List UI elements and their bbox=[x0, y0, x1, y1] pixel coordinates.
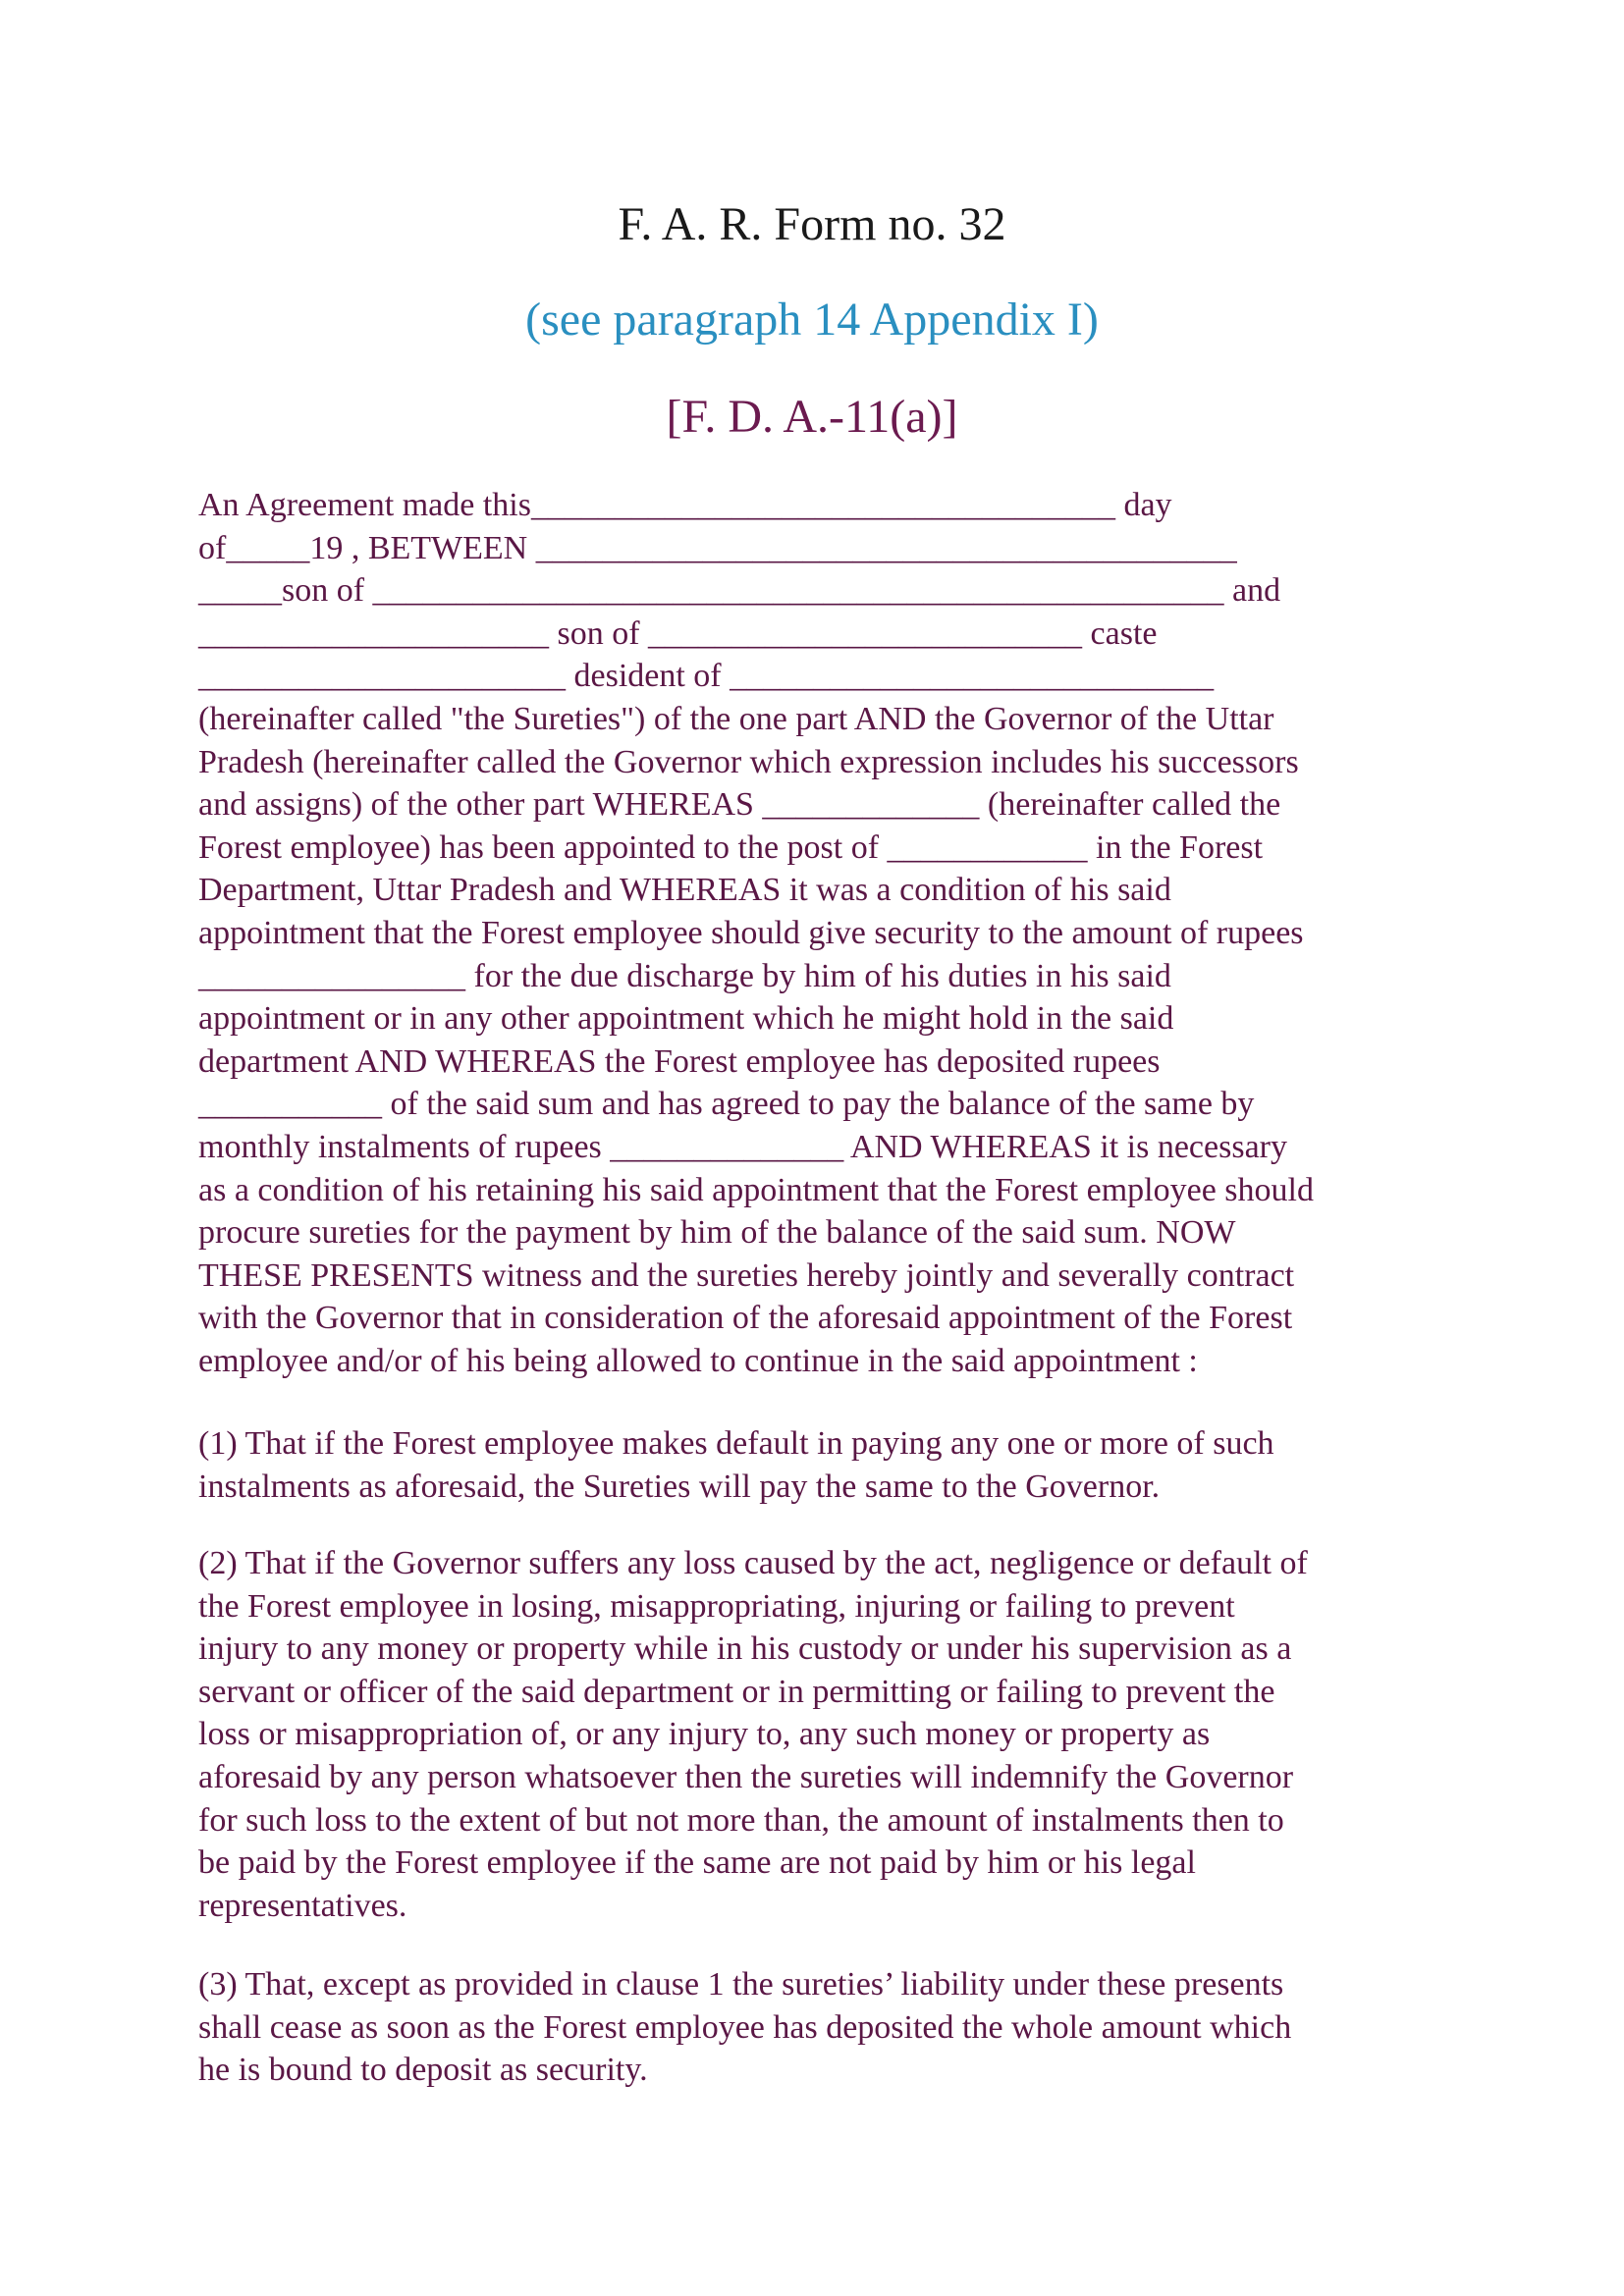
preamble-line: THESE PRESENTS witness and the sureties hereby jointly and severally contract bbox=[198, 1256, 1295, 1294]
preamble-line: ________________ for the due discharge by him of his duties in his said bbox=[198, 957, 1171, 994]
preamble-line: Forest employee) has been appointed to the post of ____________ in the Forest bbox=[198, 828, 1264, 866]
preamble-line: Department, Uttar Pradesh and WHEREAS it was a condition of his said bbox=[198, 872, 1171, 909]
agreement-preamble bbox=[198, 484, 1455, 1382]
clause-line: he is bound to deposit as security. bbox=[198, 2052, 648, 2089]
preamble-line: Pradesh (hereinafter called the Governor which expression includes his successors bbox=[198, 743, 1299, 780]
preamble-line: ______________________ desident of _____________________________ bbox=[198, 658, 1215, 695]
form-reference: (see paragraph 14 Appendix I) bbox=[525, 294, 1099, 346]
preamble-line: ___________ of the said sum and has agreed to pay the balance of the same by bbox=[198, 1086, 1255, 1123]
clause-line: for such loss to the extent of but not more than, the amount of instalments then to bbox=[198, 1801, 1284, 1839]
preamble-line: (hereinafter called "the Sureties") of the one part AND the Governor of the Uttar bbox=[198, 700, 1274, 737]
preamble-line: procure sureties for the payment by him of the balance of the said sum. NOW bbox=[198, 1214, 1236, 1252]
clause-2 bbox=[198, 1542, 1455, 1927]
clause-line: (2) That if the Governor suffers any loss caused by the act, negligence or default of bbox=[198, 1545, 1308, 1581]
clause-line: loss or misappropriation of, or any injury to, any such money or property as bbox=[198, 1716, 1211, 1753]
preamble-line: employee and/or of his being allowed to continue in the said appointment : bbox=[198, 1342, 1198, 1379]
preamble-line: of_____19 , BETWEEN __________________________________________ bbox=[198, 529, 1237, 566]
preamble-line: and assigns) of the other part WHEREAS _____________ (hereinafter called the bbox=[198, 786, 1281, 824]
clause-3 bbox=[198, 1963, 1455, 2092]
preamble-line: _____________________ son of __________________________ caste bbox=[198, 614, 1158, 652]
clause-line: the Forest employee in losing, misappropriating, injuring or failing to prevent bbox=[198, 1587, 1235, 1625]
preamble-line: appointment that the Forest employee should give security to the amount of rupees bbox=[198, 914, 1304, 951]
preamble-line: as a condition of his retaining his said appointment that the Forest employee should bbox=[198, 1171, 1314, 1208]
clause-line: injury to any money or property while in his custody or under his supervision as a bbox=[198, 1630, 1292, 1668]
preamble-line: with the Governor that in consideration of the aforesaid appointment of the Forest bbox=[198, 1300, 1293, 1337]
clause-line: representatives. bbox=[198, 1887, 407, 1924]
form-code: [F. D. A.-11(a)] bbox=[666, 391, 958, 443]
preamble-line: An Agreement made this___________________________________ day bbox=[198, 487, 1172, 523]
clause-line: be paid by the Forest employee if the same are not paid by him or his legal bbox=[198, 1844, 1196, 1882]
preamble-line: monthly instalments of rupees ______________ AND WHEREAS it is necessary bbox=[198, 1128, 1287, 1165]
preamble-line: department AND WHEREAS the Forest employee has deposited rupees bbox=[198, 1042, 1161, 1080]
clause-1 bbox=[198, 1422, 1455, 1508]
clause-line: servant or officer of the said department or in permitting or failing to prevent the bbox=[198, 1673, 1275, 1710]
clause-line: instalments as aforesaid, the Sureties will pay the same to the Governor. bbox=[198, 1468, 1161, 1505]
clause-line: (1) That if the Forest employee makes default in paying any one or more of such bbox=[198, 1425, 1274, 1462]
form-title: F. A. R. Form no. 32 bbox=[618, 198, 1006, 250]
preamble-line: _____son of ___________________________________________________ and bbox=[198, 572, 1281, 610]
clause-line: (3) That, except as provided in clause 1 the sureties’ liability under these presents bbox=[198, 1966, 1284, 2002]
preamble-line: appointment or in any other appointment which he might hold in the said bbox=[198, 1000, 1174, 1038]
clause-line: aforesaid by any person whatsoever then the sureties will indemnify the Governor bbox=[198, 1758, 1294, 1795]
clause-line: shall cease as soon as the Forest employee has deposited the whole amount which bbox=[198, 2008, 1292, 2046]
